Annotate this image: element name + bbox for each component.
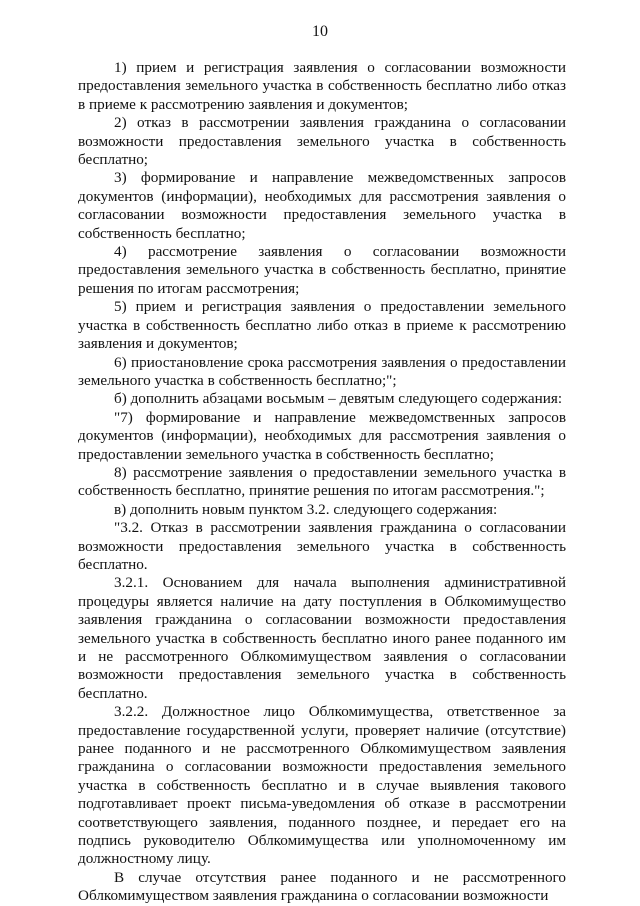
paragraph-continuation: В случае отсутствия ранее поданного и не рассмотренного Облкомимуществом заявления гражданина о согласовании возможности	[78, 868, 566, 905]
page-number: 10	[312, 23, 328, 40]
paragraph-item-7: "7) формирование и направление межведомственных запросов документов (информации), необходимых для рассмотрения заявления о предоставлении земельного участка в собственность бесплатно;	[78, 408, 566, 463]
paragraph-item-8: 8) рассмотрение заявления о предоставлении земельного участка в собственность бесплатно, принятие решения по итогам рассмотрения.";	[78, 463, 566, 500]
paragraph-item-5: 5) прием и регистрация заявления о предоставлении земельного участка в собственность бесплатно либо отказ в приеме к рассмотрению заявления и документов;	[78, 298, 566, 353]
paragraph-section-3-2-2: 3.2.2. Должностное лицо Облкомимущества, ответственное за предоставление государственной услуги, проверяет наличие (отсутствие) ранее поданного и не рассмотренного Облкомимуществом заявления гражданина о согласовании возможности предоставления земельного участка в собственность бесплатно и в случае выявления такового подготавливает проект письма-уведомления об отказе в рассмотрении соответствующего заявления, поданного позднее, и передает его на подпись руководителю Облкомимущества или уполномоченному им должностному лицу.	[78, 703, 566, 868]
paragraph-section-3-2-1: 3.2.1. Основанием для начала выполнения административной процедуры является наличие на дату поступления в Облкомимущество заявления гражданина о согласовании возможности предоставления земельного участка в собственность бесплатно иного ранее поданного им и не рассмотренного Облкомимуществом заявления о согласовании возможности предоставления земельного участка в собственность бесплатно.	[78, 574, 566, 702]
paragraph-item-v: в) дополнить новым пунктом 3.2. следующего содержания:	[114, 500, 498, 518]
paragraph-item-b: б) дополнить абзацами восьмым – девятым следующего содержания:	[114, 390, 563, 408]
paragraph-item-4: 4) рассмотрение заявления о согласовании возможности предоставления земельного участка в собственность бесплатно, принятие решения по итогам рассмотрения;	[78, 243, 566, 297]
paragraph-item-3: 3) формирование и направление межведомственных запросов документов (информации), необходимых для рассмотрения заявления о согласовании возможности предоставления земельного участка в собственность бесплатно;	[78, 169, 566, 242]
paragraph-item-1: 1) прием и регистрация заявления о согласовании возможности предоставления земельного участка в собственность бесплатно либо отказ в приеме к рассмотрению заявления и документов;	[78, 59, 566, 113]
paragraph-section-3-2: "3.2. Отказ в рассмотрении заявления гражданина о согласовании возможности предоставления земельного участка в собственность бесплатно.	[78, 519, 566, 573]
paragraph-item-6: 6) приостановление срока рассмотрения заявления о предоставлении земельного участка в собственность бесплатно;";	[78, 353, 566, 389]
paragraph-item-2: 2) отказ в рассмотрении заявления гражданина о согласовании возможности предоставления земельного участка в собственность бесплатно;	[78, 114, 566, 169]
document-body	[78, 59, 566, 906]
